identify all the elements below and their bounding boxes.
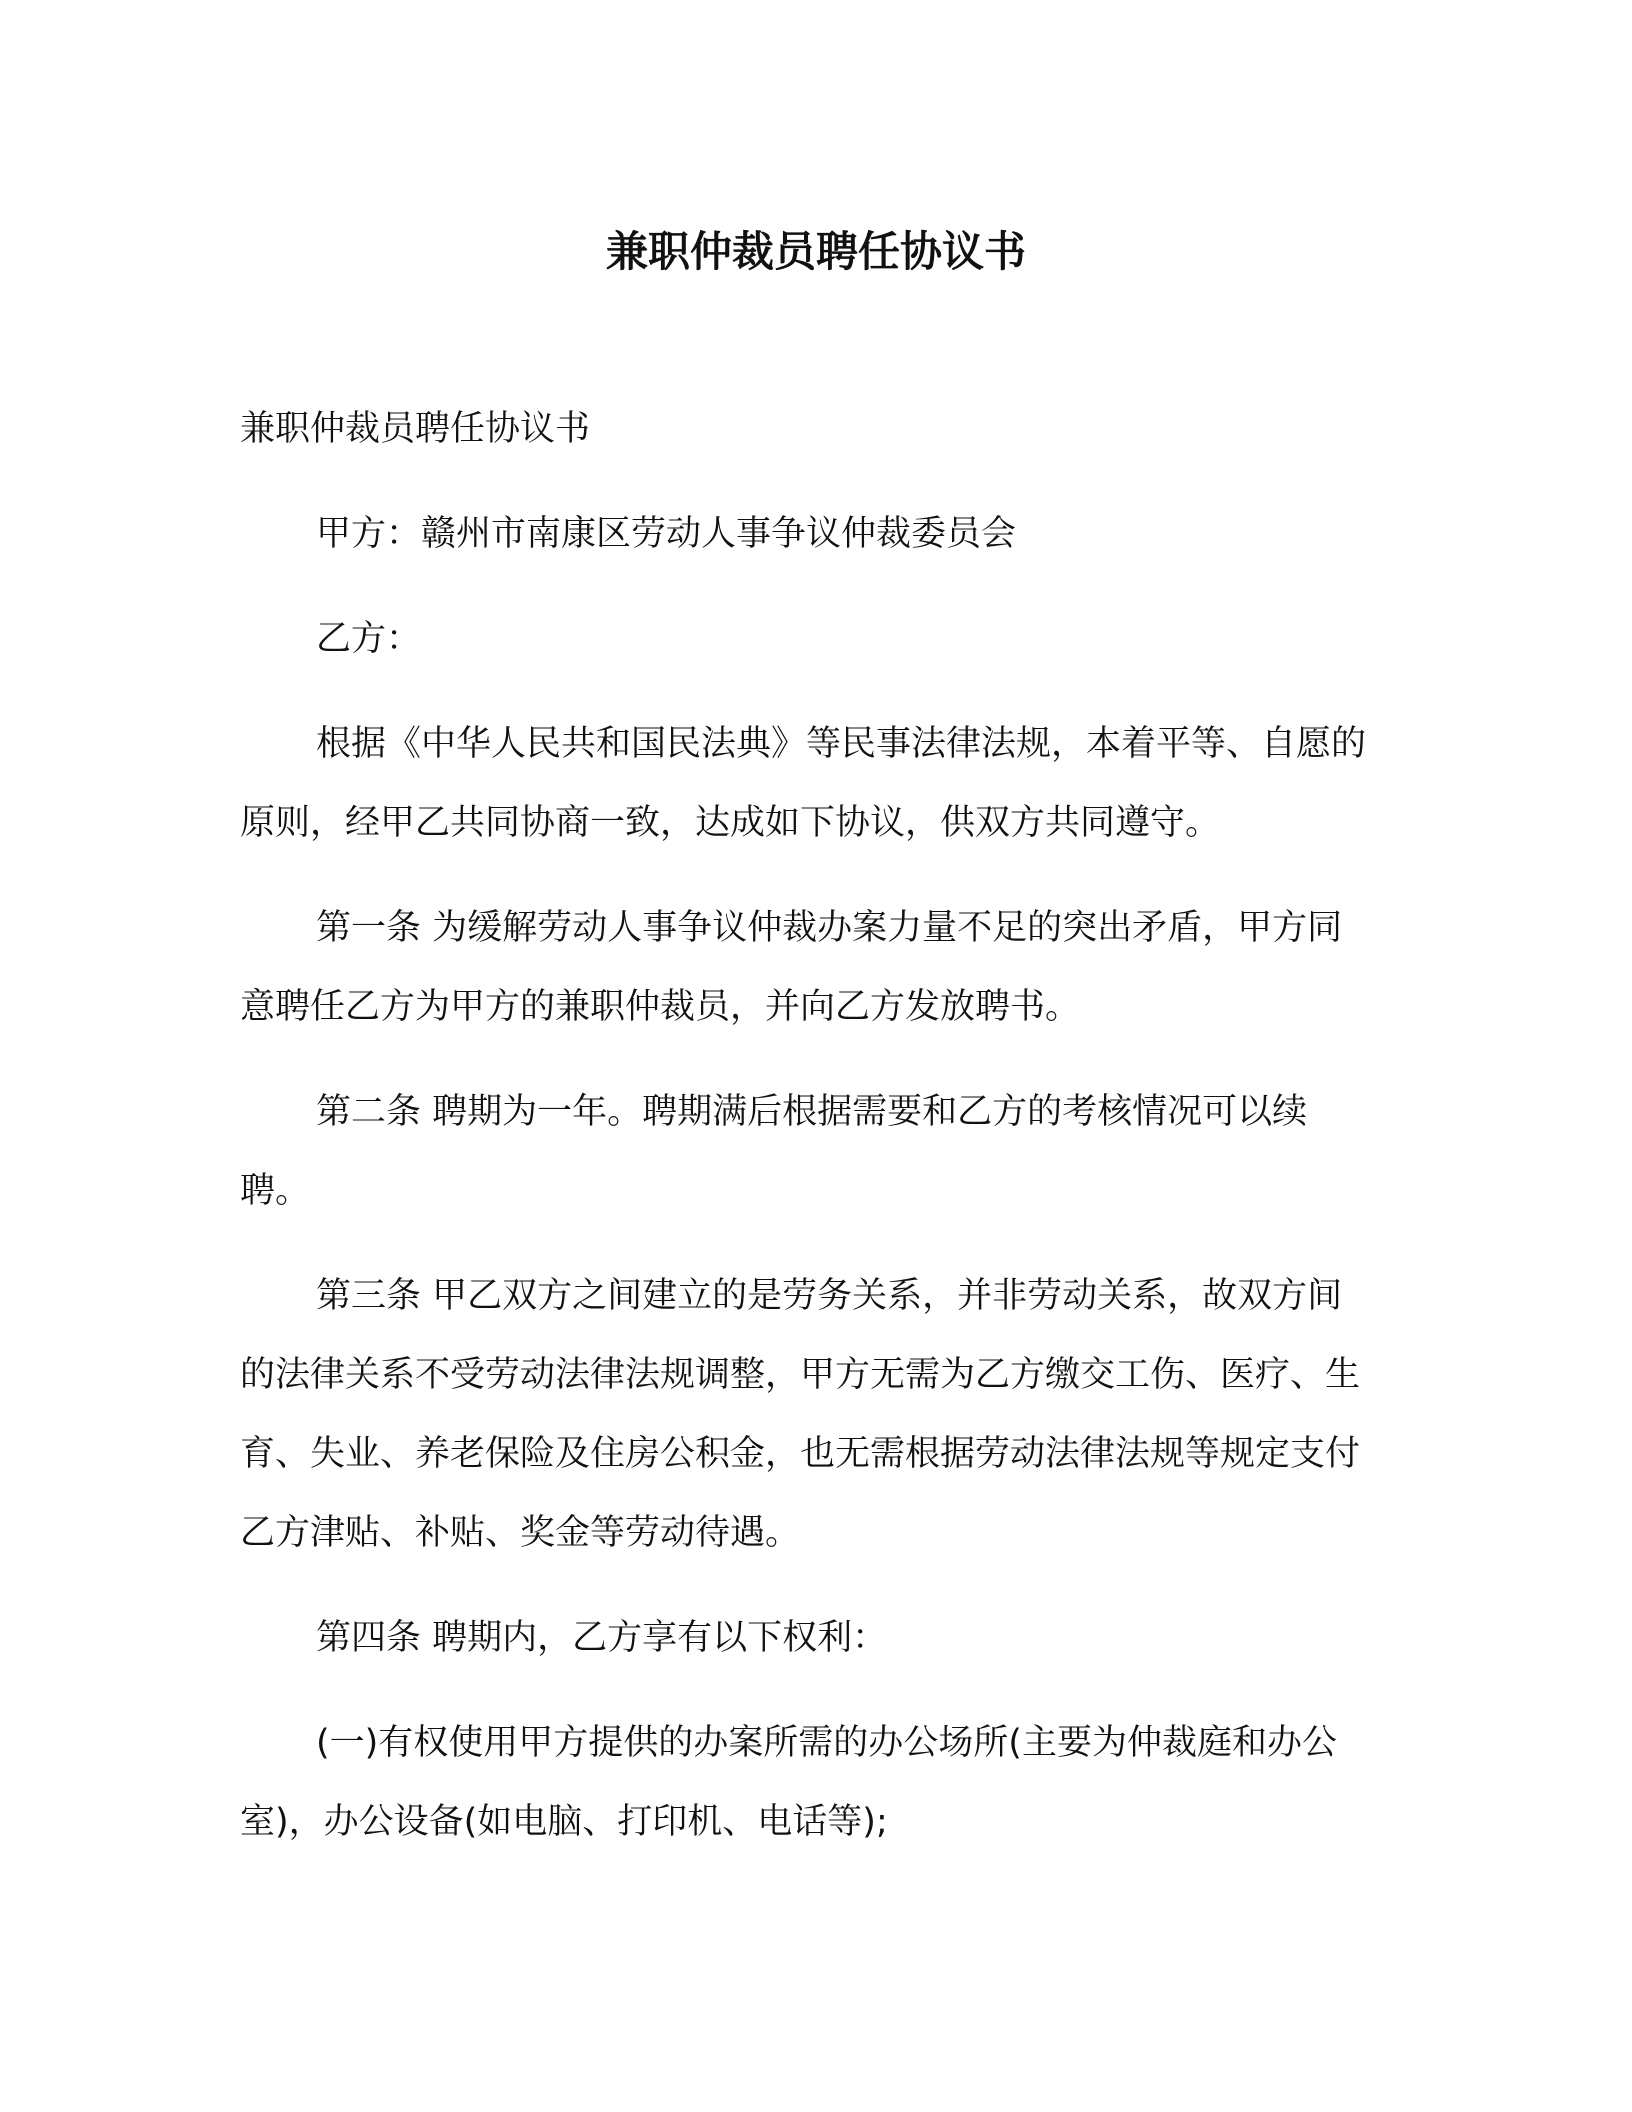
article-2: 第二条 聘期为一年。聘期满后根据需要和乙方的考核情况可以续聘。 bbox=[240, 1092, 1308, 1211]
document-body bbox=[240, 390, 1370, 1888]
party-a-line: 甲方：赣州市南康区劳动人事争议仲裁委员会 bbox=[316, 514, 1017, 554]
preamble-paragraph: 根据《中华人民共和国民法典》等民事法律法规，本着平等、自愿的原则，经甲乙共同协商一致，达成如下协议，供双方共同遵守。 bbox=[240, 724, 1367, 843]
article-4-item-1: (一)有权使用甲方提供的办案所需的办公场所(主要为仲裁庭和办公室)，办公设备(如电脑、打印机、电话等); bbox=[240, 1723, 1337, 1842]
article-3: 第三条 甲乙双方之间建立的是劳务关系，并非劳动关系，故双方间的法律关系不受劳动法律法规调整，甲方无需为乙方缴交工伤、医疗、生育、失业、养老保险及住房公积金，也无需根据劳动法律法规等规定支付乙方津贴、补贴、奖金等劳动待遇。 bbox=[240, 1276, 1361, 1553]
party-b-line: 乙方： bbox=[316, 619, 422, 659]
article-1: 第一条 为缓解劳动人事争议仲裁办案力量不足的突出矛盾，甲方同意聘任乙方为甲方的兼职仲裁员，并向乙方发放聘书。 bbox=[240, 908, 1343, 1027]
document-subtitle: 兼职仲裁员聘任协议书 bbox=[240, 409, 591, 449]
document-title: 兼职仲裁员聘任协议书 bbox=[605, 227, 1026, 276]
article-4: 第四条 聘期内，乙方享有以下权利： bbox=[316, 1618, 888, 1658]
